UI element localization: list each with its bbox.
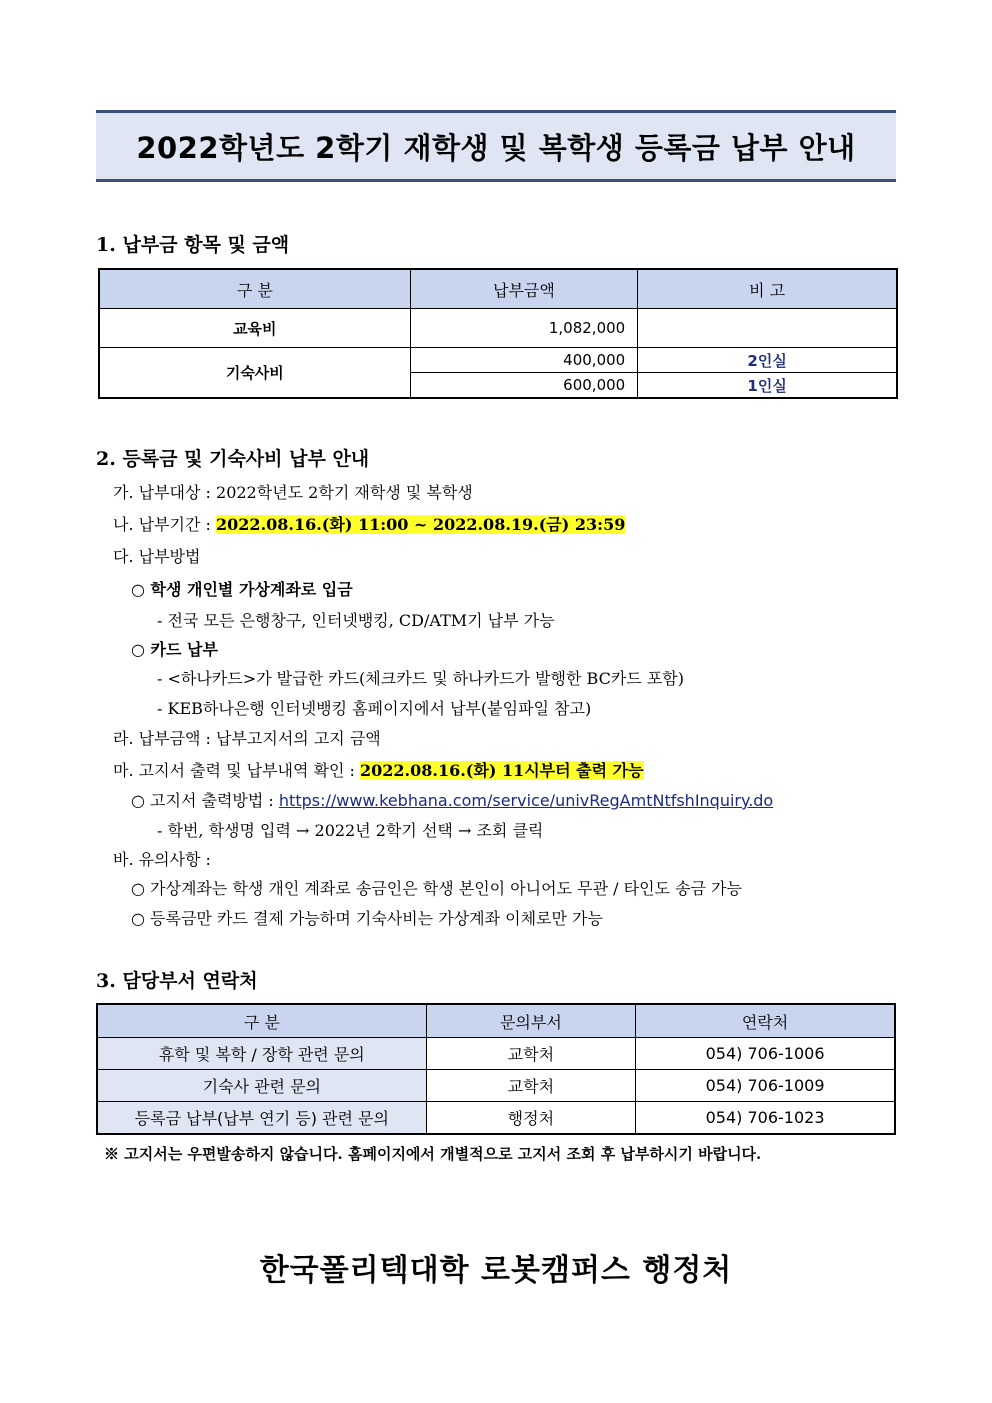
notice-print-steps: - 학번, 학생명 입력 → 2022년 2학기 선택 → 조회 클릭 [157,821,544,840]
payment-target: 가. 납부대상 : 2022학년도 2학기 재학생 및 복학생 [113,483,473,502]
contact-header-category: 구 분 [97,1004,426,1038]
contact-header-phone: 연락처 [636,1004,895,1038]
payment-amount: 라. 납부금액 : 납부고지서의 고지 금액 [113,729,381,748]
cautions-heading: 바. 유의사항 : [113,850,211,869]
table-row [99,309,897,348]
caution-1: ○ 가상계좌는 학생 개인 계좌로 송금인은 학생 본인이 아니어도 무관 / 타인도 송금 가능 [131,879,742,898]
fee-note [638,309,897,348]
method-card-detail-2: - KEB하나은행 인터넷뱅킹 홈페이지에서 납부(붙임파일 참고) [157,699,592,718]
contact-phone: 054) 706-1009 [636,1070,895,1102]
contact-dept: 교학처 [426,1070,635,1102]
notice-print-label: 마. 고지서 출력 및 납부내역 확인 : [113,761,355,780]
contact-table-header [97,1004,895,1038]
fee-header-note: 비 고 [638,269,897,309]
payment-period [113,512,625,535]
issuer-footer: 한국폴리텍대학 로봇캠퍼스 행정처 [259,1253,733,1288]
contact-dept: 행정처 [426,1102,635,1135]
contact-phone: 054) 706-1006 [636,1038,895,1070]
section3-heading: 3. 담당부서 연락처 [96,970,258,992]
notice-print-method-label: ○ 고지서 출력방법 : [131,791,274,810]
fee-table-header [99,269,897,309]
method-virtual-account-detail: - 전국 모든 은행창구, 인터넷뱅킹, CD/ATM기 납부 가능 [157,611,555,630]
fee-amount: 600,000 [410,373,638,399]
fee-table [98,268,898,399]
table-row [97,1070,895,1102]
fee-note: 1인실 [638,373,897,399]
contact-table [96,1003,896,1135]
section1-heading: 1. 납부금 항목 및 금액 [96,234,290,256]
table-row [97,1038,895,1070]
method-card: ○ 카드 납부 [131,640,218,659]
notice-url-link[interactable]: https://www.kebhana.com/service/univRegAmtNtfshInquiry.do [278,791,774,810]
method-card-detail-1: - <하나카드>가 발급한 카드(체크카드 및 하나카드가 발행한 BC카드 포함) [157,669,685,688]
caution-2: ○ 등록금만 카드 결제 가능하며 기숙사비는 가상계좌 이체로만 가능 [131,909,603,928]
method-virtual-account: ○ 학생 개인별 가상계좌로 입금 [131,580,353,599]
payment-period-label: 나. 납부기간 : [113,515,211,534]
fee-note: 2인실 [638,348,897,373]
fee-amount: 400,000 [410,348,638,373]
contact-topic: 휴학 및 복학 / 장학 관련 문의 [97,1038,426,1070]
payment-period-value: 2022.08.16.(화) 11:00 ~ 2022.08.19.(금) 23:59 [216,515,626,534]
notice-print-method [131,788,773,811]
fee-amount: 1,082,000 [410,309,638,348]
contact-topic: 기숙사 관련 문의 [97,1070,426,1102]
document-title-box [96,110,896,182]
contact-phone: 054) 706-1023 [636,1102,895,1135]
contact-header-dept: 문의부서 [426,1004,635,1038]
contact-topic: 등록금 납부(납부 연기 등) 관련 문의 [97,1102,426,1135]
fee-header-category: 구 분 [99,269,410,309]
fee-item: 교육비 [99,309,410,348]
notice-print [113,758,644,781]
notice-print-value: 2022.08.16.(화) 11시부터 출력 가능 [360,761,644,780]
fee-header-amount: 납부금액 [410,269,638,309]
mail-notice: ※ 고지서는 우편발송하지 않습니다. 홈페이지에서 개별적으로 고지서 조회 후 납부하시기 바랍니다. [104,1145,762,1163]
table-row [99,348,897,373]
document-title: 2022학년도 2학기 재학생 및 복학생 등록금 납부 안내 [136,130,856,165]
section2-heading: 2. 등록금 및 기숙사비 납부 안내 [96,448,370,470]
payment-method-heading: 다. 납부방법 [113,547,201,566]
table-row [97,1102,895,1135]
contact-dept: 교학처 [426,1038,635,1070]
fee-item: 기숙사비 [99,348,410,399]
